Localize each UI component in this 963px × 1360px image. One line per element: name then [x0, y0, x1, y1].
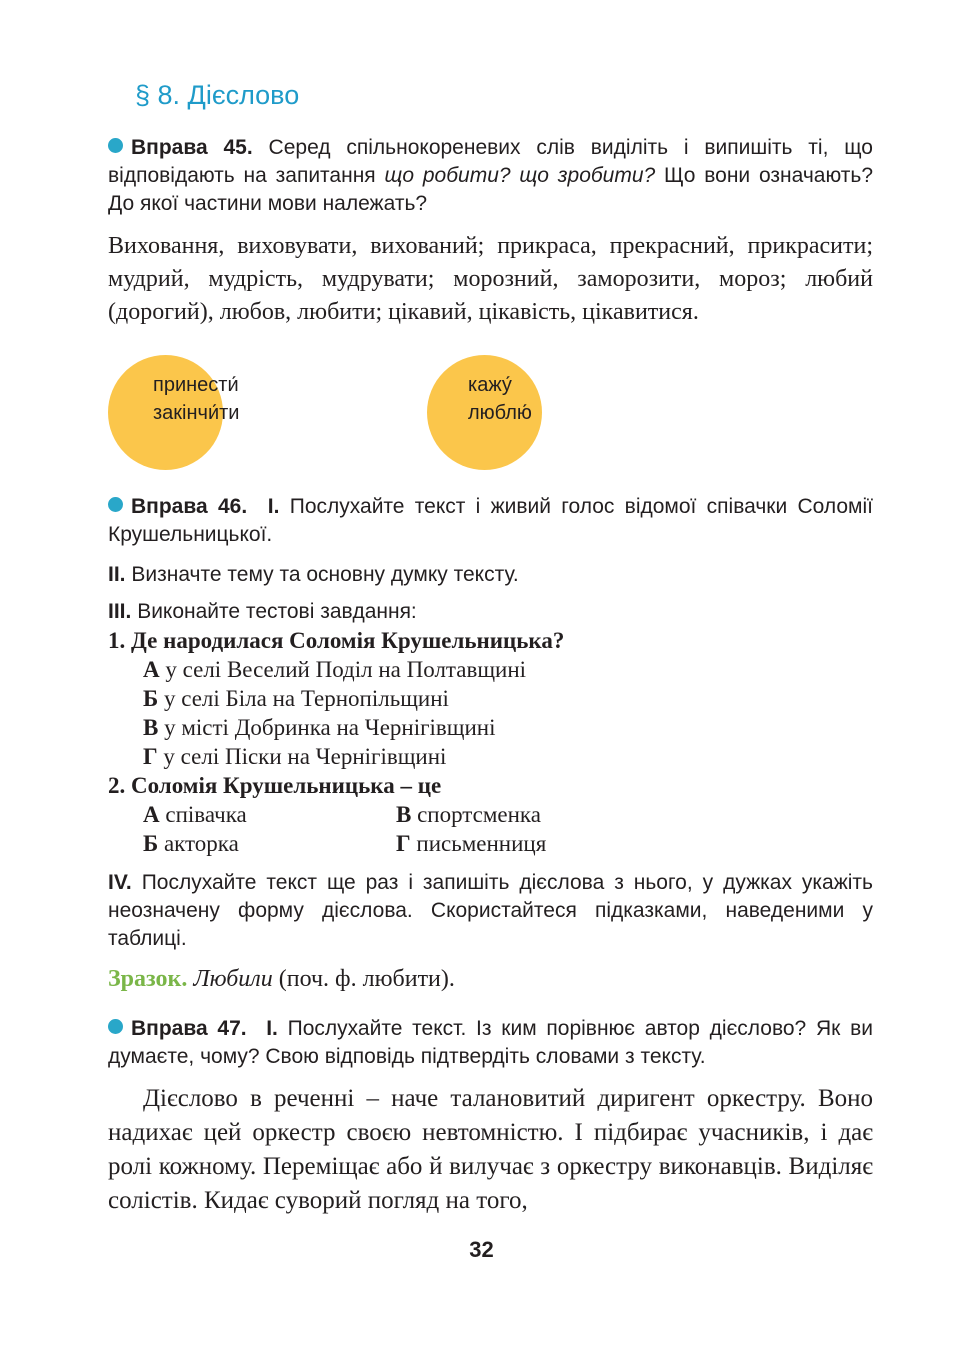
- test-q1-option-h: Г у селі Піски на Чернігівщині: [143, 744, 447, 769]
- exercise-45-text-1: Серед спільнокореневих слів виділіть і випишіть ті, що відповідають на запитання: [108, 136, 873, 187]
- exercise-45-text-2: Що вони означають? До якої частини мови належать?: [108, 164, 873, 215]
- exercise-47-part-1-text: Послухайте текст. Із ким порівнює автор дієслово? Як ви думаєте, чому? Свою відповідь підтвердіть словами з тексту.: [108, 1017, 874, 1068]
- exercise-46-part-1-num: I.: [267, 495, 280, 518]
- exercise-46-part-1: [108, 493, 873, 549]
- test-q1-option-b: Б у селі Біла на Тернопільщині: [143, 686, 449, 711]
- test-question-2: 2. Соломія Крушельницька – це: [108, 773, 442, 798]
- test-q2-option-v: В спортсменка: [396, 802, 541, 827]
- exercise-45-words: Виховання, виховувати, вихований; прикраса, прекрасний, прикрасити; мудрий, мудрість, мудрувати; морозний, заморозити, мороз; любий (дорогий), любов, любити; цікавий, цікавість, цікавитися.: [108, 233, 873, 325]
- sample-label: Зразок.: [108, 966, 188, 992]
- test-q1-option-a: А у селі Веселий Поділ на Полтавщині: [143, 657, 527, 682]
- exercise-46-part-4-text: Послухайте текст ще раз і запишіть дієслова з нього, у дужках укажіть неозначену форму дієслова. Скористайтеся підказками, наведеними у таблиці.: [108, 871, 873, 950]
- hint-left-word-2: закінчи́ти: [153, 402, 240, 424]
- exercise-46-part-1-text: Послухайте текст і живий голос відомої співачки Соломії Крушельницької.: [108, 495, 873, 546]
- exercise-46-part-2-text: Визначте тему та основну думку тексту.: [131, 563, 519, 586]
- exercise-46-part-3-num: III.: [108, 600, 132, 623]
- sample-rest: (поч. ф. любити).: [272, 966, 455, 992]
- exercise-47-label: Вправа 47.: [131, 1017, 247, 1040]
- hint-left-word-1: принести́: [153, 374, 239, 396]
- exercise-46-part-2-num: II.: [108, 563, 126, 586]
- exercise-46-part-2: [108, 561, 873, 589]
- hint-right-word-2: люблю́: [468, 402, 532, 424]
- exercise-47-prose: Дієслово в реченні – наче талановитий диригент оркестру. Воно надихає цей оркестр своєю невтомністю. І підбирає учасників, і дає ролі кожному. Переміщає або й вилучає з оркестру виконавців. Виділяє солістів. Кидає суворий погляд на того,: [108, 1085, 873, 1214]
- exercise-46-part-3-text: Виконайте тестові завдання:: [137, 600, 417, 623]
- test-q2-option-b: Б акторка: [143, 831, 239, 856]
- exercise-46-label: Вправа 46.: [131, 495, 248, 518]
- section-title: § 8. Дієслово: [135, 80, 300, 110]
- bullet-dot-icon: [108, 138, 123, 153]
- exercise-46-part-4-num: IV.: [108, 871, 132, 894]
- page-number: 32: [469, 1237, 494, 1262]
- exercise-47-part-1: [108, 1015, 873, 1071]
- bullet-dot-icon: [108, 497, 123, 512]
- test-question-1: 1. Де народилася Соломія Крушельницька?: [108, 628, 565, 653]
- exercise-46-part-3: [108, 598, 873, 626]
- exercise-45-text-italic: що робити? що зробити?: [384, 164, 656, 187]
- sample-line: [108, 964, 455, 994]
- test-q1-option-v: В у місті Добринка на Чернігівщині: [143, 715, 496, 740]
- exercise-46-part-4: [108, 869, 873, 953]
- exercise-47-part-1-num: I.: [266, 1017, 278, 1040]
- test-q2-option-h: Г письменниця: [396, 831, 547, 856]
- sample-italic: Любили: [193, 966, 273, 992]
- exercise-45-task: [108, 134, 873, 218]
- hint-right-word-1: кажу́: [468, 374, 512, 396]
- test-q2-option-a: А співачка: [143, 802, 247, 827]
- exercise-45-label: Вправа 45.: [131, 136, 253, 159]
- bullet-dot-icon: [108, 1019, 123, 1034]
